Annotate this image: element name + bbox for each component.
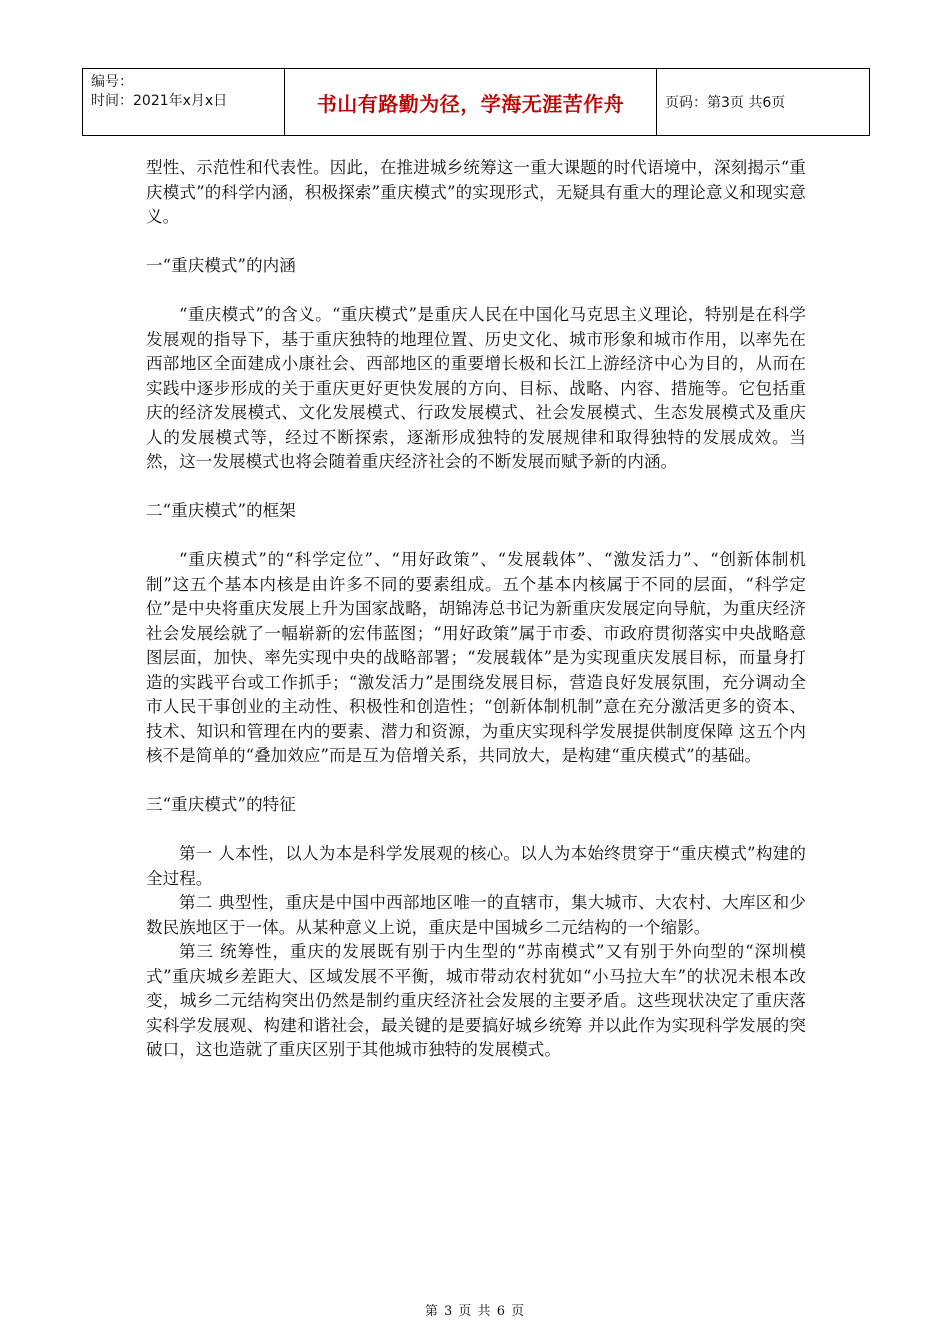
paragraph: 第一 人本性，以人为本是科学发展观的核心。以人为本始终贯穿于“重庆模式”构建的全过程。 [146, 844, 806, 888]
header-table [82, 68, 870, 136]
paragraph: “重庆模式”的“科学定位”、“用好政策”、“发展载体”、“激发活力”、“创新体制机制”这五个基本内核是由许多不同的要素组成。五个基本内核属于不同的层面，“科学定位”是中央将重庆发展上升为国家战略，胡锦涛总书记为新重庆发展定向导航，为重庆经济社会发展绘就了一幅崭新的宏伟蓝图；“用好政策”属于市委、市政府贯彻落实中央战略意图层面，加快、率先实现中央的战略部署；“发展载体”是为实现重庆发展目标，而量身打造的实践平台或工作抓手；“激发活力”是围绕发展目标，营造良好发展氛围，充分调动全市人民干事创业的主动性、积极性和创造性；“创新体制机制”意在充分激活更多的资本、技术、知识和管理在内的要素、潜力和资源，为重庆实现科学发展提供制度保障 这五个内核不是简单的“叠加效应”而是互为倍增关系，共同放大，是构建“重庆模式”的基础。 [146, 550, 806, 765]
document-number-label: 编号： [91, 74, 133, 90]
page-footer: 第 3 页 共 6 页 [424, 1304, 526, 1319]
paragraph: 第三 统筹性，重庆的发展既有别于内生型的“苏南模式”又有别于外向型的“深圳模式”重庆城乡差距大、区域发展不平衡，城市带动农村犹如“小马拉大车”的状况未根本改变，城乡二元结构突出仍然是制约重庆经济社会发展的主要矛盾。这些现状决定了重庆落实科学发展观、构建和谐社会，最关键的是要搞好城乡统筹 并以此作为实现科学发展的突破口，这也造就了重庆区别于其他城市独特的发展模式。 [146, 942, 806, 1059]
header-motto: 书山有路勤为径，学海无涯苦作舟 [285, 69, 657, 135]
paragraph: “重庆模式”的含义。“重庆模式”是重庆人民在中国化马克思主义理论，特别是在科学发展观的指导下，基于重庆独特的地理位置、历史文化、城市形象和城市作用，以率先在西部地区全面建成小康社会、西部地区的重要增长极和长江上游经济中心为目的，从而在实践中逐步形成的关于重庆更好更快发展的方向、目标、战略、内容、措施等。它包括重庆的经济发展模式、文化发展模式、行政发展模式、社会发展模式、生态发展模式及重庆人的发展模式等，经过不断探索，逐渐形成独特的发展规律和取得独特的发展成效。当然，这一发展模式也将会随着重庆经济社会的不断发展而赋予新的内涵。 [146, 305, 806, 471]
header-info-cell [83, 69, 285, 135]
paragraph: 型性、示范性和代表性。因此，在推进城乡统筹这一重大课题的时代语境中，深刻揭示“重庆模式”的科学内涵，积极探索”重庆模式”的实现形式，无疑具有重大的理论意义和现实意义。 [146, 158, 806, 226]
document-date-label: 时间：2021年x月x日 [91, 93, 228, 109]
section-heading: 一“重庆模式”的内涵 [146, 256, 296, 275]
header-page-number: 页码：第3页 共6页 [665, 95, 786, 111]
section-heading: 二“重庆模式”的框架 [146, 501, 296, 520]
document-body [146, 156, 806, 1063]
paragraph: 第二 典型性，重庆是中国中西部地区唯一的直辖市，集大城市、大农村、大库区和少数民族地区于一体。从某种意义上说，重庆是中国城乡二元结构的一个缩影。 [146, 893, 806, 937]
section-heading: 三“重庆模式”的特征 [146, 795, 296, 814]
